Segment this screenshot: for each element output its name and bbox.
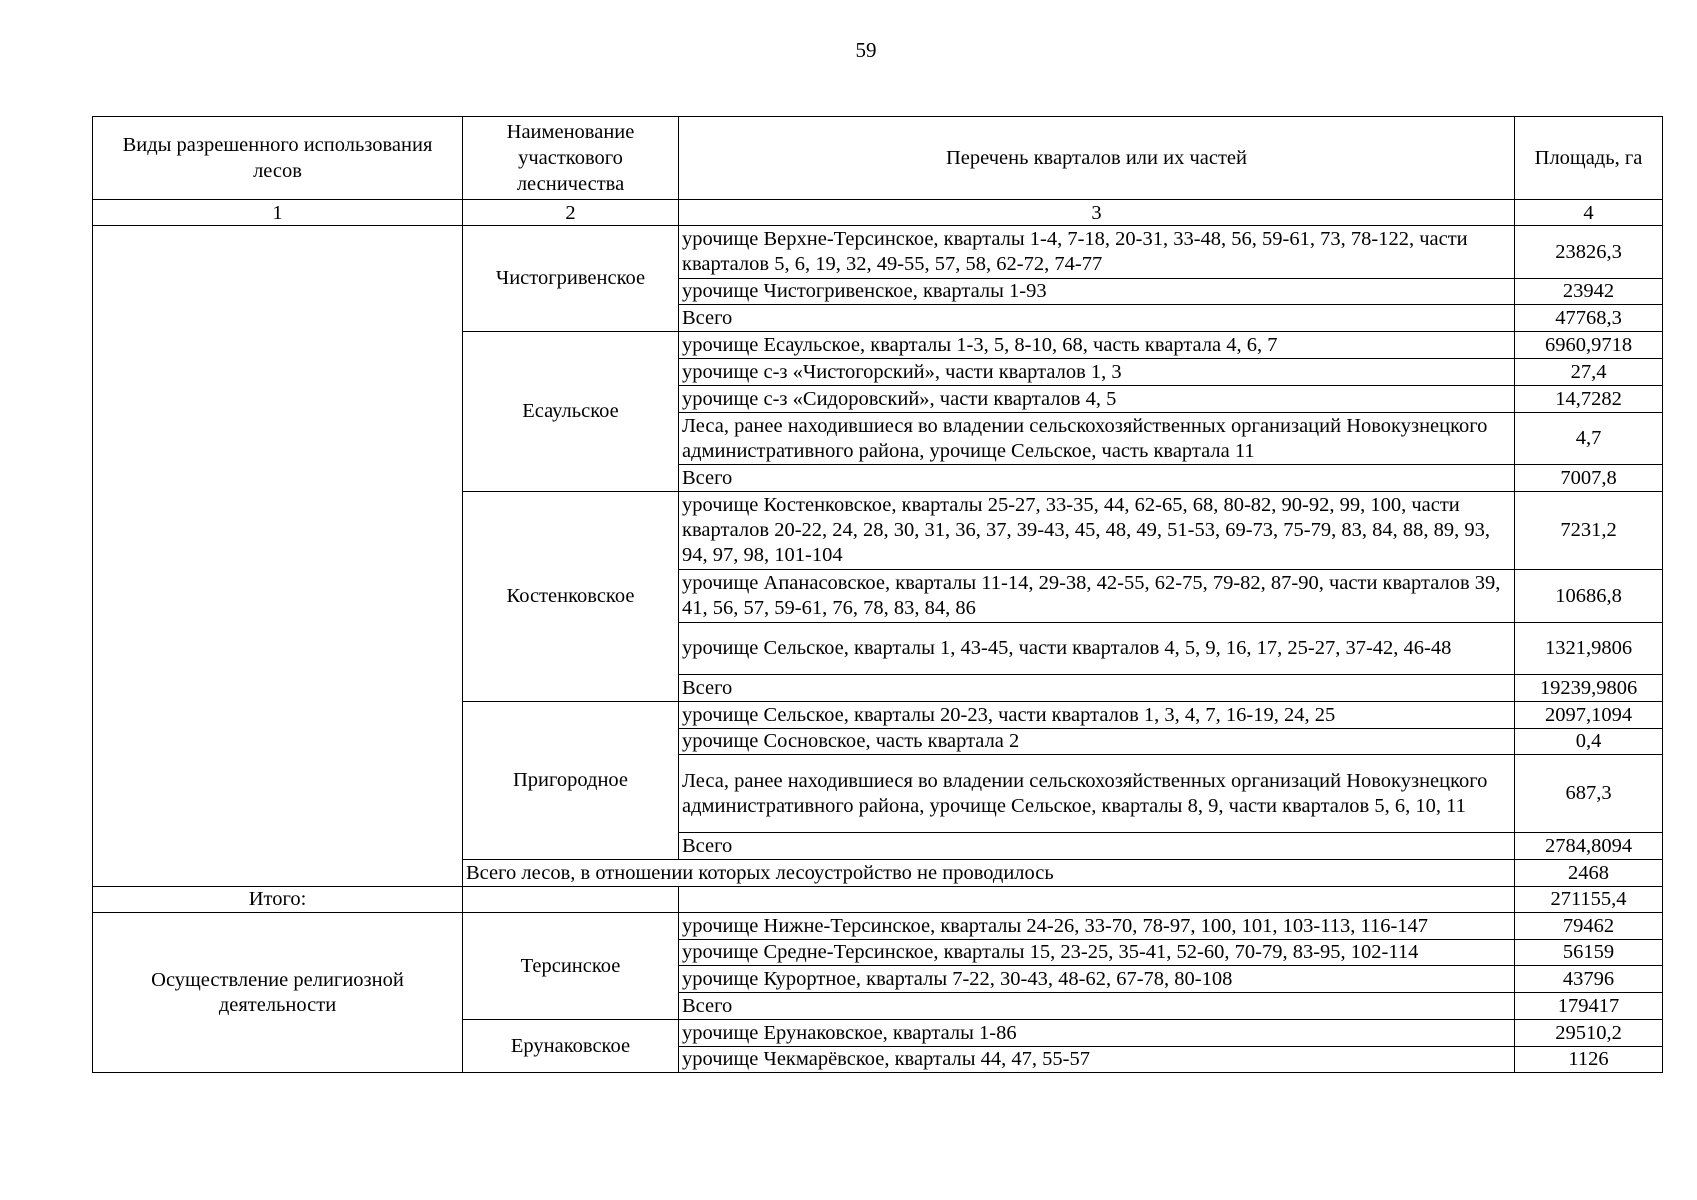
total-row	[93, 887, 1663, 913]
quarters-cell: урочище с-з «Чистогорский», части кварталов 1, 3	[679, 359, 1515, 386]
subtotal-area: 47768,3	[1515, 305, 1663, 332]
header-row	[93, 117, 1663, 200]
column-number: 1	[93, 200, 463, 226]
quarters-cell: урочище Курортное, кварталы 7-22, 30-43, 48-62, 67-78, 80-108	[679, 966, 1515, 993]
subtotal-area: 7007,8	[1515, 465, 1663, 492]
area-cell: 23942	[1515, 279, 1663, 305]
forestry-name: Пригородное	[463, 702, 679, 860]
forestry-name: Есаульское	[463, 332, 679, 492]
subtotal-label: Всего	[679, 675, 1515, 702]
subtotal-label: Всего	[679, 833, 1515, 860]
quarters-cell: урочище Сельское, кварталы 20-23, части кварталов 1, 3, 4, 7, 16-19, 24, 25	[679, 702, 1515, 729]
quarters-cell: урочище Чистогривенское, кварталы 1-93	[679, 279, 1515, 305]
area-cell: 7231,2	[1515, 492, 1663, 570]
quarters-cell: урочище Есаульское, кварталы 1-3, 5, 8-10, 68, часть квартала 4, 6, 7	[679, 332, 1515, 359]
unmanaged-forests-area: 2468	[1515, 860, 1663, 887]
permitted-use-label: Осуществление религиозной деятельности	[93, 913, 463, 1073]
quarters-cell: урочище Апанасовское, кварталы 11-14, 29-38, 42-55, 62-75, 79-82, 87-90, части кварталов 39, 41, 56, 57, 59-61, 76, 78, 83, 84, 86	[679, 570, 1515, 623]
forestry-name: Костенковское	[463, 492, 679, 702]
header-permitted-use: Виды разрешенного использования лесов	[93, 117, 463, 200]
area-cell: 6960,9718	[1515, 332, 1663, 359]
area-cell: 2097,1094	[1515, 702, 1663, 729]
forestry-name: Чистогривенское	[463, 226, 679, 332]
table-row	[93, 913, 1663, 940]
area-cell: 27,4	[1515, 359, 1663, 386]
quarters-cell: Леса, ранее находившиеся во владении сельскохозяйственных организаций Новокузнецкого административного района, урочище Сельское, кварталы 8, 9, части кварталов 5, 6, 10, 11	[679, 755, 1515, 833]
area-cell: 43796	[1515, 966, 1663, 993]
area-cell: 14,7282	[1515, 386, 1663, 413]
column-number-row	[93, 200, 1663, 226]
quarters-cell: урочище Сосновское, часть квартала 2	[679, 729, 1515, 755]
subtotal-label: Всего	[679, 465, 1515, 492]
column-number: 3	[679, 200, 1515, 226]
header-forestry-name: Наименование участкового лесничества	[463, 117, 679, 200]
quarters-cell: урочище Нижне-Терсинское, кварталы 24-26, 33-70, 78-97, 100, 101, 103-113, 116-147	[679, 913, 1515, 940]
page-number: 59	[855, 38, 877, 62]
area-cell: 56159	[1515, 940, 1663, 966]
area-cell: 4,7	[1515, 413, 1663, 465]
area-cell: 687,3	[1515, 755, 1663, 833]
total-empty-cell	[463, 887, 679, 913]
area-cell: 1126	[1515, 1047, 1663, 1073]
quarters-cell: Леса, ранее находившиеся во владении сельскохозяйственных организаций Новокузнецкого административного района, урочище Сельское, часть квартала 11	[679, 413, 1515, 465]
column-number: 4	[1515, 200, 1663, 226]
quarters-cell: урочище Сельское, кварталы 1, 43-45, части кварталов 4, 5, 9, 16, 17, 25-27, 37-42, 46-48	[679, 623, 1515, 675]
area-cell: 29510,2	[1515, 1020, 1663, 1047]
subtotal-area: 179417	[1515, 993, 1663, 1020]
area-cell: 10686,8	[1515, 570, 1663, 623]
quarters-cell: урочище Средне-Терсинское, кварталы 15, 23-25, 35-41, 52-60, 70-79, 83-95, 102-114	[679, 940, 1515, 966]
total-area: 271155,4	[1515, 887, 1663, 913]
subtotal-area: 2784,8094	[1515, 833, 1663, 860]
area-cell: 23826,3	[1515, 226, 1663, 279]
header-area: Площадь, га	[1515, 117, 1663, 200]
subtotal-area: 19239,9806	[1515, 675, 1663, 702]
forestry-name: Терсинское	[463, 913, 679, 1020]
permitted-use-cell-empty	[93, 226, 463, 887]
subtotal-label: Всего	[679, 993, 1515, 1020]
area-cell: 79462	[1515, 913, 1663, 940]
column-number: 2	[463, 200, 679, 226]
quarters-cell: урочище Костенковское, кварталы 25-27, 33-35, 44, 62-65, 68, 80-82, 90-92, 99, 100, части кварталов 20-22, 24, 28, 30, 31, 36, 37, 39-43, 45, 48, 49, 51-53, 69-73, 75-79, 83, 84, 88, 89, 93, 94, 97, 98, 101-104	[679, 492, 1515, 570]
quarters-cell: урочище Ерунаковское, кварталы 1-86	[679, 1020, 1515, 1047]
quarters-cell: урочище с-з «Сидоровский», части кварталов 4, 5	[679, 386, 1515, 413]
table-row	[93, 226, 1663, 279]
header-quarters-list: Перечень кварталов или их частей	[679, 117, 1515, 200]
unmanaged-forests-label: Всего лесов, в отношении которых лесоустройство не проводилось	[463, 860, 1515, 887]
forestry-name: Ерунаковское	[463, 1020, 679, 1073]
area-cell: 0,4	[1515, 729, 1663, 755]
quarters-cell: урочище Верхне-Терсинское, кварталы 1-4, 7-18, 20-31, 33-48, 56, 59-61, 73, 78-122, части кварталов 5, 6, 19, 32, 49-55, 57, 58, 62-72, 74-77	[679, 226, 1515, 279]
subtotal-label: Всего	[679, 305, 1515, 332]
area-cell: 1321,9806	[1515, 623, 1663, 675]
total-label: Итого:	[93, 887, 463, 913]
total-empty-cell	[679, 887, 1515, 913]
quarters-cell: урочище Чекмарёвское, кварталы 44, 47, 55-57	[679, 1047, 1515, 1073]
forest-use-table	[92, 116, 1663, 1073]
